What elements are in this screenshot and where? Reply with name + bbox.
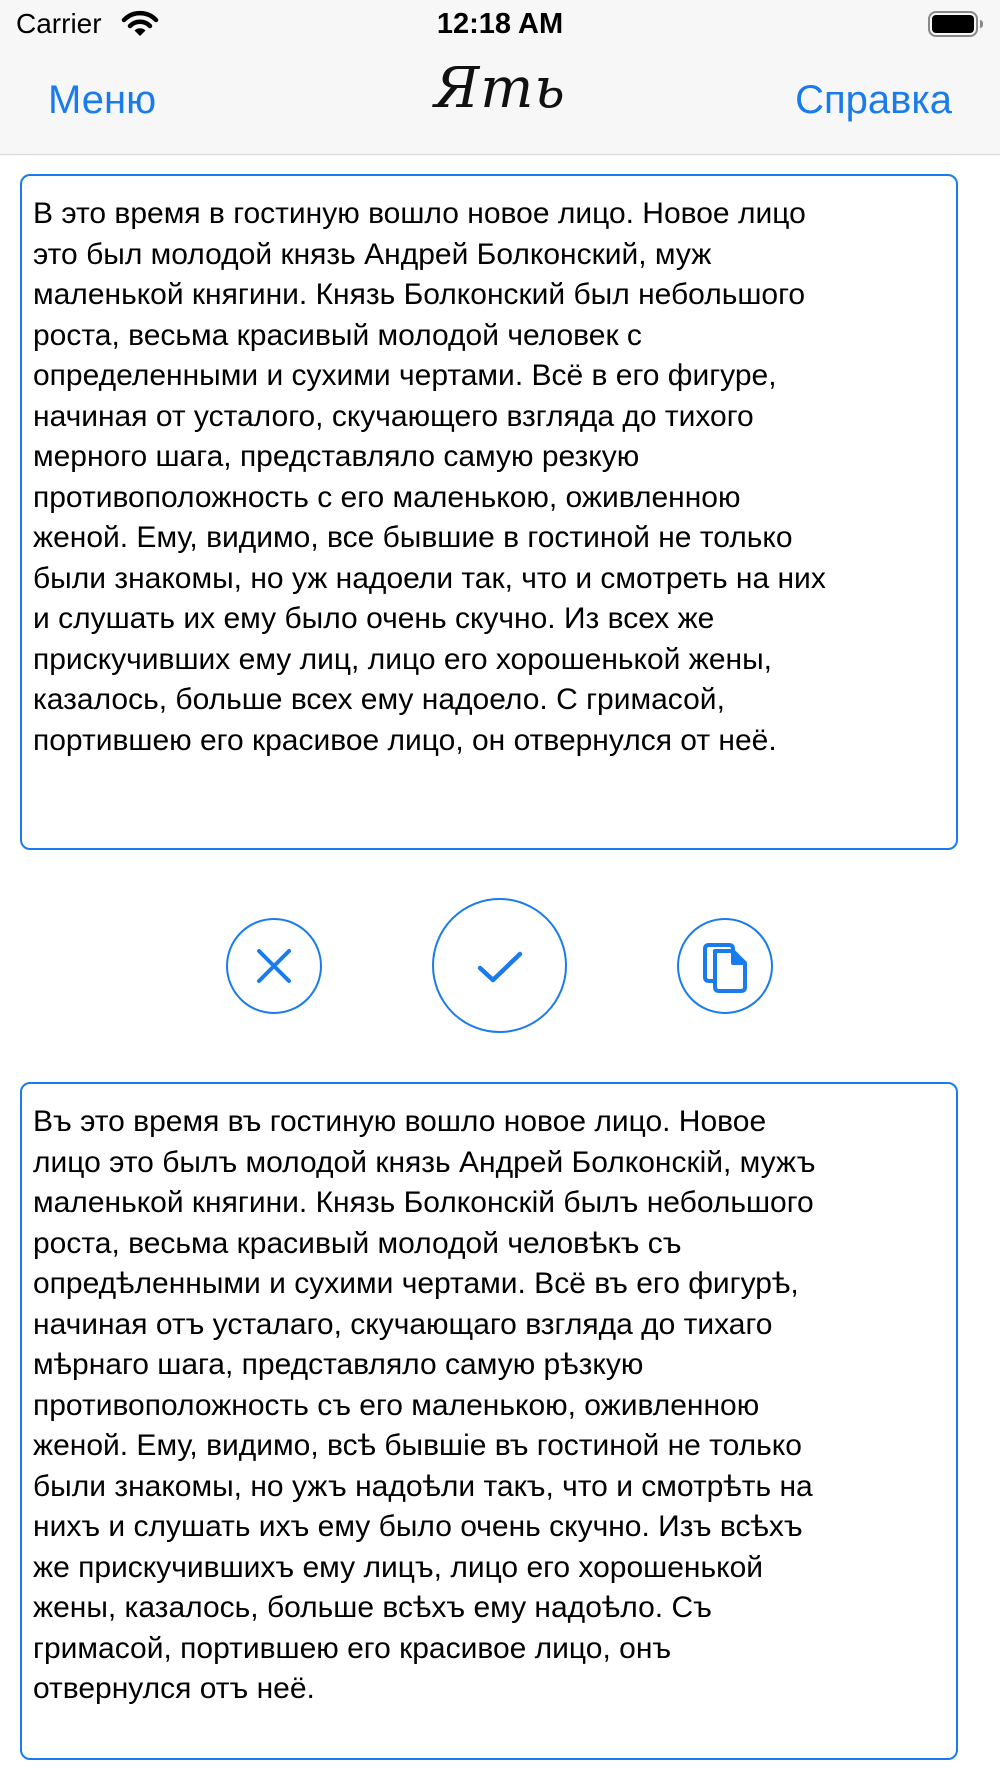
text-line: это был молодой князь Андрей Болконский, муж	[33, 237, 712, 271]
text-line: определенными и сухими чертами. Всё в его фигуре,	[33, 359, 777, 392]
input-text-area[interactable]	[20, 174, 958, 850]
text-line: мѣрнаго шага, представляло самую рѣзкую	[33, 1348, 644, 1381]
text-line: лицо это былъ молодой князь Андрей Болконскій, мужъ	[33, 1145, 816, 1179]
text-line: были знакомы, но ужъ надоѣли такъ, что и смотрѣть на	[33, 1469, 813, 1503]
text-line: гримасой, портившею его красивое лицо, онъ	[33, 1631, 672, 1665]
menu-button[interactable]: Меню	[48, 78, 157, 122]
text-line: нихъ и слушать ихъ ему было очень скучно. Изъ всѣхъ	[33, 1510, 803, 1543]
text-line: и слушать их ему было очень скучно. Из всех же	[33, 602, 715, 635]
text-line: казалось, больше всех ему надоело. С гримасой,	[33, 683, 725, 716]
output-text-area[interactable]	[20, 1082, 958, 1760]
carrier-label: Carrier	[16, 8, 102, 39]
text-line: мерного шага, представляло самую резкую	[33, 440, 640, 473]
help-button[interactable]: Справка	[795, 78, 952, 122]
text-line: женой. Ему, видимо, все бывшие в гостиной не только	[33, 521, 793, 554]
text-line: были знакомы, но уж надоели так, что и смотреть на них	[33, 561, 826, 595]
battery-icon	[928, 11, 984, 37]
text-line: жены, казалось, больше всѣхъ ему надоѣло. Съ	[33, 1591, 712, 1624]
text-line: портившею его красивое лицо, он отвернулся от неё.	[33, 723, 777, 757]
convert-button[interactable]	[432, 898, 567, 1033]
clear-button[interactable]	[226, 918, 322, 1014]
navigation-bar	[0, 50, 1000, 155]
text-line: противоположность с его маленькою, оживленною	[33, 480, 741, 514]
text-line: противоположность съ его маленькою, оживленною	[33, 1388, 760, 1422]
copy-icon	[701, 939, 749, 993]
text-line: роста, весьма красивый молодой человек с	[33, 318, 642, 352]
text-line: женой. Ему, видимо, всѣ бывшіе въ гостиной не только	[33, 1429, 802, 1462]
text-line: В это время в гостиную вошло новое лицо. Новое лицо	[33, 197, 806, 230]
text-line: роста, весьма красивый молодой человѣкъ съ	[33, 1226, 682, 1260]
copy-button[interactable]	[677, 918, 773, 1014]
text-line: начиная отъ усталаго, скучающаго взгляда до тихаго	[33, 1307, 773, 1341]
app-title: Ять	[434, 56, 566, 121]
text-line: начиная от усталого, скучающего взгляда до тихого	[33, 399, 754, 433]
close-icon	[254, 946, 294, 986]
text-line: опредѣленными и сухими чертами. Всё въ его фигурѣ,	[33, 1267, 799, 1300]
text-line: прискучивших ему лиц, лицо его хорошенькой жены,	[33, 642, 772, 676]
status-bar	[0, 0, 1000, 50]
text-line: же прискучившихъ ему лицъ, лицо его хорошенькой	[33, 1550, 764, 1584]
text-line: отвернулся отъ неё.	[33, 1672, 315, 1705]
status-time: 12:18 AM	[436, 8, 564, 40]
text-line: маленькой княгини. Князь Болконский был небольшого	[33, 278, 806, 311]
text-line: Въ это время въ гостиную вошло новое лицо. Новое	[33, 1105, 767, 1138]
text-line: маленькой княгини. Князь Болконскій былъ небольшого	[33, 1186, 814, 1219]
checkmark-icon	[476, 946, 524, 986]
